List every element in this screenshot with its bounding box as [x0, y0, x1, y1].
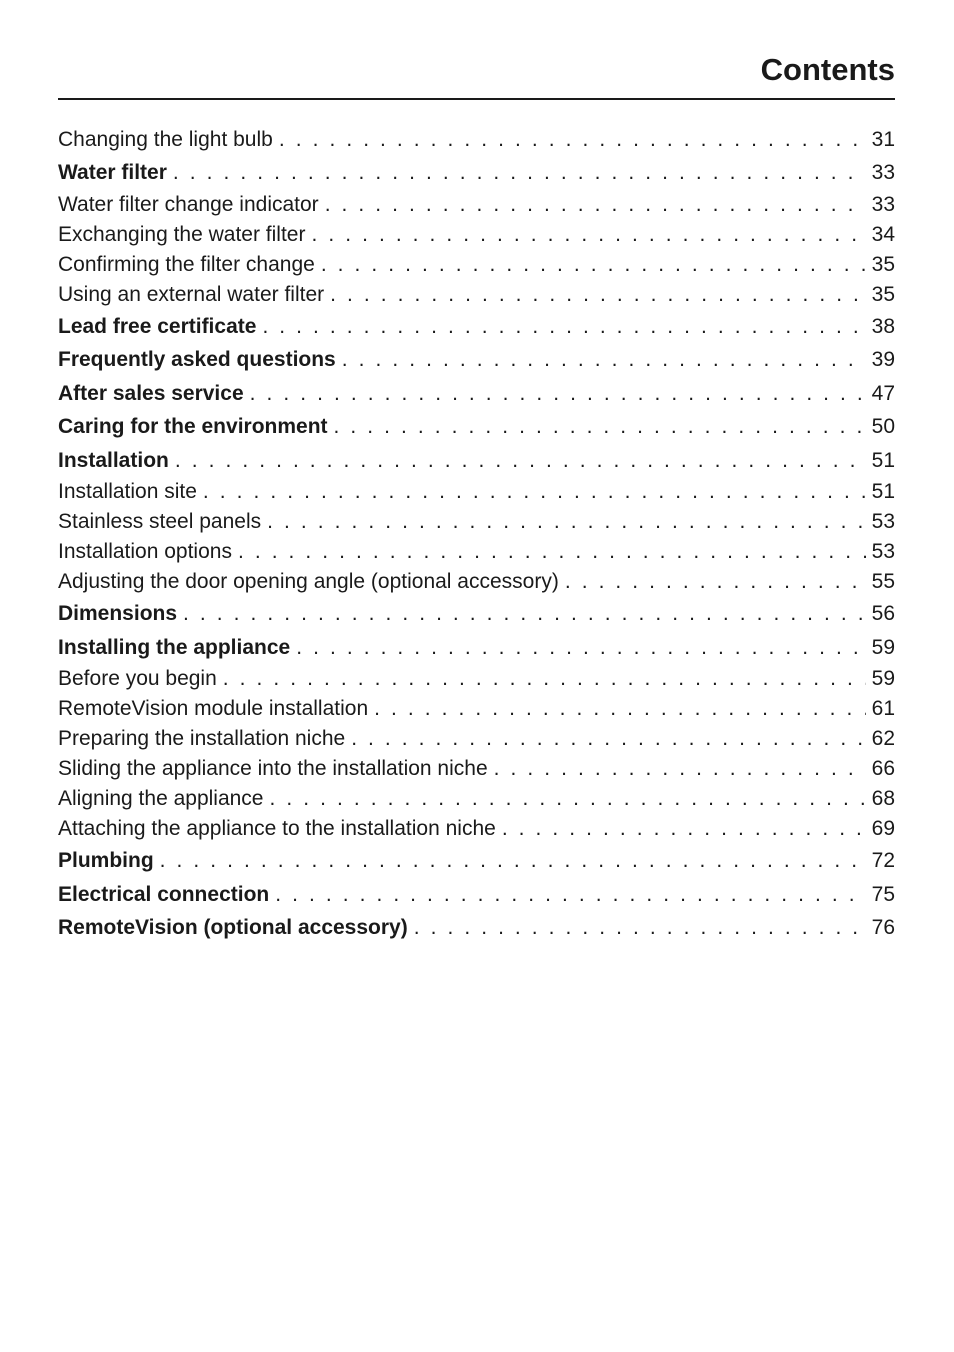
dot-leader [321, 250, 866, 280]
toc-entry[interactable] [58, 444, 895, 478]
toc-entry[interactable] [58, 597, 895, 631]
toc-entry-page: 51 [871, 480, 895, 503]
toc-entry[interactable] [58, 878, 895, 912]
toc-entry-label: Caring for the environment [58, 415, 328, 438]
dot-leader [250, 377, 866, 411]
toc-entry-page: 59 [871, 635, 895, 659]
dot-leader [351, 724, 865, 754]
toc-entry[interactable] [58, 220, 895, 250]
toc-entry[interactable] [58, 537, 895, 567]
toc-entry[interactable] [58, 754, 895, 784]
toc-entry-label: Aligning the appliance [58, 787, 264, 810]
toc-entry[interactable] [58, 784, 895, 814]
toc-entry[interactable] [58, 507, 895, 537]
toc-entry-label: Stainless steel panels [58, 510, 262, 533]
toc-entry-label: Water filter [58, 161, 167, 184]
dot-leader [262, 310, 865, 344]
toc-entry[interactable] [58, 911, 895, 945]
toc-entry-page: 56 [871, 602, 895, 625]
dot-leader [279, 124, 866, 156]
dot-leader [267, 507, 866, 537]
toc-entry-label: Plumbing [58, 849, 154, 872]
toc-entry-page: 59 [871, 667, 895, 690]
toc-entry-label: After sales service [58, 381, 244, 405]
toc-entry[interactable] [58, 156, 895, 190]
dot-leader [183, 597, 866, 631]
toc-entry-label: Exchanging the water filter [58, 222, 306, 246]
toc-entry-page: 34 [871, 222, 895, 246]
dot-leader [342, 343, 866, 377]
toc-entry-label: Installation site [58, 480, 197, 503]
toc-entry[interactable] [58, 280, 895, 310]
toc-entry[interactable] [58, 250, 895, 280]
toc-entry-label: Preparing the installation niche [58, 727, 346, 750]
toc-entry-page: 35 [871, 252, 895, 276]
toc-entry-label: Dimensions [58, 602, 178, 625]
toc-entry[interactable] [58, 377, 895, 411]
title-divider [58, 98, 895, 100]
toc-entry[interactable] [58, 477, 895, 507]
toc-entry-page: 72 [871, 849, 895, 872]
dot-leader [296, 631, 865, 665]
toc-entry-page: 53 [871, 540, 895, 563]
dot-leader [175, 444, 866, 478]
toc-entry-page: 35 [871, 282, 895, 306]
toc-entry-page: 69 [871, 817, 895, 840]
toc-entry-page: 75 [871, 882, 895, 906]
toc-entry[interactable] [58, 814, 895, 844]
toc-entry-page: 31 [871, 128, 895, 151]
dot-leader [494, 754, 866, 784]
toc-entry-label: Changing the light bulb [58, 128, 273, 151]
toc-entry-label: RemoteVision (optional accessory) [58, 916, 408, 939]
toc-entry-label: Installation [58, 448, 169, 472]
page-title: Contents [760, 52, 895, 87]
toc-entry-page: 55 [871, 570, 895, 593]
toc-entry-page: 68 [871, 787, 895, 810]
toc-entry-page: 39 [871, 348, 895, 371]
dot-leader [270, 784, 866, 814]
toc-entry-label: Installation options [58, 540, 232, 563]
toc-entry-label: Frequently asked questions [58, 348, 336, 371]
dot-leader [160, 844, 866, 878]
dot-leader [238, 537, 866, 567]
toc-entry[interactable] [58, 190, 895, 220]
toc-entry-label: Using an external water filter [58, 282, 325, 306]
toc-entry[interactable] [58, 310, 895, 344]
toc-entry-label: Before you begin [58, 667, 217, 690]
toc-entry[interactable] [58, 124, 895, 156]
toc-entry-page: 53 [871, 510, 895, 533]
toc-entry[interactable] [58, 631, 895, 665]
dot-leader [223, 664, 866, 694]
toc-entry[interactable] [58, 694, 895, 724]
toc-entry-page: 38 [871, 314, 895, 338]
toc-entry[interactable] [58, 844, 895, 878]
dot-leader [334, 410, 866, 444]
toc-entry[interactable] [58, 724, 895, 754]
toc-entry[interactable] [58, 410, 895, 444]
toc-entry-page: 51 [871, 448, 895, 472]
toc-entry-label: RemoteVision module installation [58, 697, 369, 720]
toc-entry-page: 47 [871, 381, 895, 405]
toc-entry-label: Installing the appliance [58, 635, 291, 659]
dot-leader [414, 911, 866, 945]
dot-leader [565, 567, 866, 597]
toc-entry-label: Water filter change indicator [58, 192, 319, 216]
toc-entry-page: 61 [871, 697, 895, 720]
table-of-contents [58, 124, 895, 945]
toc-entry[interactable] [58, 664, 895, 694]
toc-entry[interactable] [58, 567, 895, 597]
dot-leader [502, 814, 866, 844]
dot-leader [374, 694, 866, 724]
dot-leader [330, 280, 866, 310]
toc-entry-label: Confirming the filter change [58, 252, 315, 276]
toc-entry-page: 50 [871, 415, 895, 438]
dot-leader [173, 156, 866, 190]
toc-entry-label: Lead free certificate [58, 314, 257, 338]
dot-leader [275, 878, 865, 912]
dot-leader [311, 220, 865, 250]
toc-entry-label: Adjusting the door opening angle (optional accessory) [58, 570, 559, 593]
toc-entry-page: 62 [871, 727, 895, 750]
toc-entry[interactable] [58, 343, 895, 377]
dot-leader [203, 477, 866, 507]
toc-entry-page: 33 [871, 161, 895, 184]
toc-entry-label: Attaching the appliance to the installation niche [58, 817, 496, 840]
toc-entry-page: 76 [871, 916, 895, 939]
toc-entry-page: 66 [871, 757, 895, 780]
toc-entry-page: 33 [871, 192, 895, 216]
toc-entry-label: Sliding the appliance into the installation niche [58, 757, 488, 780]
toc-entry-label: Electrical connection [58, 882, 270, 906]
dot-leader [325, 190, 866, 220]
